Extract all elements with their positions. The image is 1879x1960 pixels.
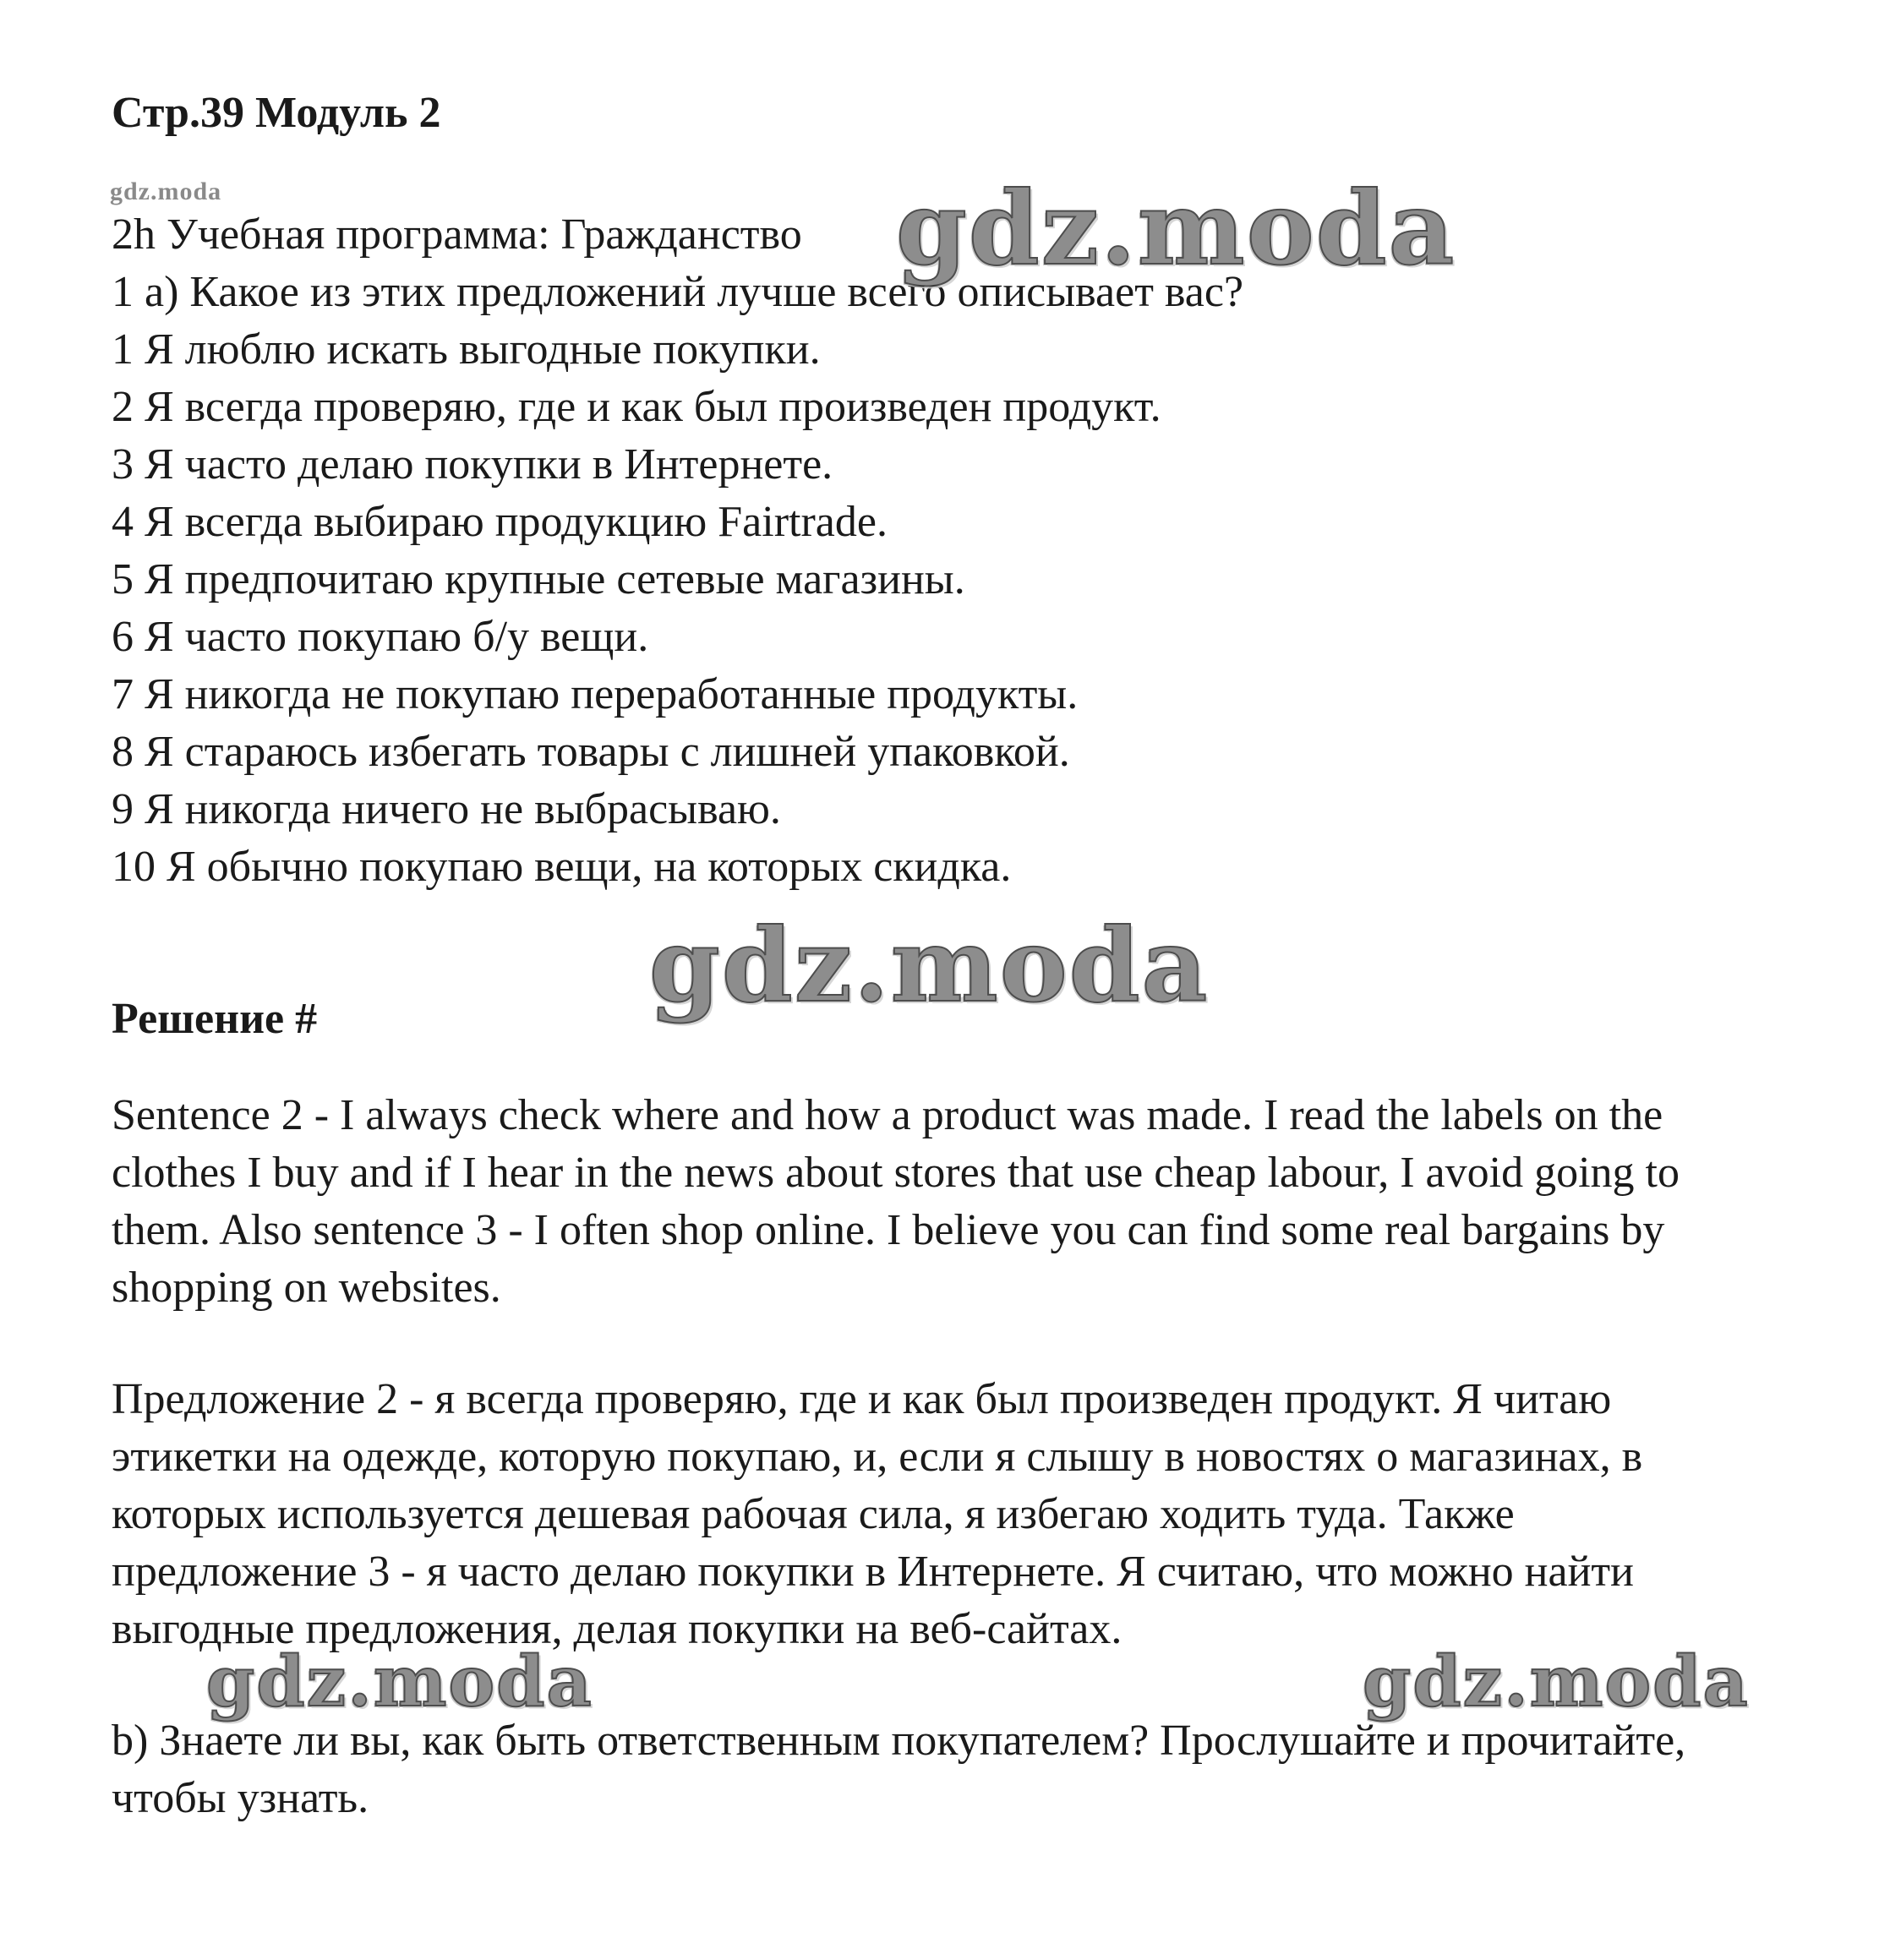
task-option: 6 Я часто покупаю б/у вещи. (112, 613, 649, 661)
task-question: 1 а) Какое из этих предложений лучше всего описывает вас? (112, 268, 1244, 316)
task-option: 3 Я часто делаю покупки в Интернете. (112, 440, 833, 489)
site-mark: gdz.moda (110, 177, 222, 205)
task-option: 7 Я никогда не покупаю переработанные продукты. (112, 670, 1079, 718)
solution-english: Sentence 2 - I always check where and how a product was made. I read the labels on the clothes I buy and if I hear in the news about stores that use cheap labour, I avoid going to them. Also sentence 3 - I often shop online. I believe you can find some real bargains by shopping on websites. (112, 1091, 1680, 1312)
task-option: 2 Я всегда проверяю, где и как был произведен продукт. (112, 383, 1161, 431)
watermark-logo: gdz.moda (1363, 1641, 1750, 1723)
task-option: 8 Я стараюсь избегать товары с лишней упаковкой. (112, 728, 1070, 776)
watermark-logo: gdz.moda (206, 1641, 593, 1723)
solution-russian: Предложение 2 - я всегда проверяю, где и как был произведен продукт. Я читаю этикетки на одежде, которую покупаю, и, если я слышу в новостях о магазинах, в которых используется дешевая рабочая сила, я избегаю ходить туда. Также предложение 3 - я часто делаю покупки в Интернете. Я считаю, что можно найти выгодные предложения, делая покупки на веб-сайтах. (112, 1375, 1643, 1653)
watermark-logo: gdz.moda (896, 169, 1456, 288)
part-b-text: b) Знаете ли вы, как быть ответственным покупателем? Прослушайте и прочитайте, чтобы узнать. (112, 1717, 1686, 1822)
task-option: 9 Я никогда ничего не выбрасываю. (112, 785, 781, 833)
task-block (112, 206, 1718, 896)
task-option: 10 Я обычно покупаю вещи, на которых скидка. (112, 843, 1012, 891)
task-option: 5 Я предпочитаю крупные сетевые магазины. (112, 555, 965, 603)
page-title: Стр.39 Модуль 2 (112, 89, 441, 137)
task-option: 4 Я всегда выбираю продукцию Fairtrade. (112, 498, 888, 546)
watermark-logo: gdz.moda (649, 906, 1210, 1025)
task-heading: 2h Учебная программа: Гражданство (112, 210, 802, 259)
task-option: 1 Я люблю искать выгодные покупки. (112, 325, 821, 374)
solution-title: Решение # (112, 995, 318, 1043)
